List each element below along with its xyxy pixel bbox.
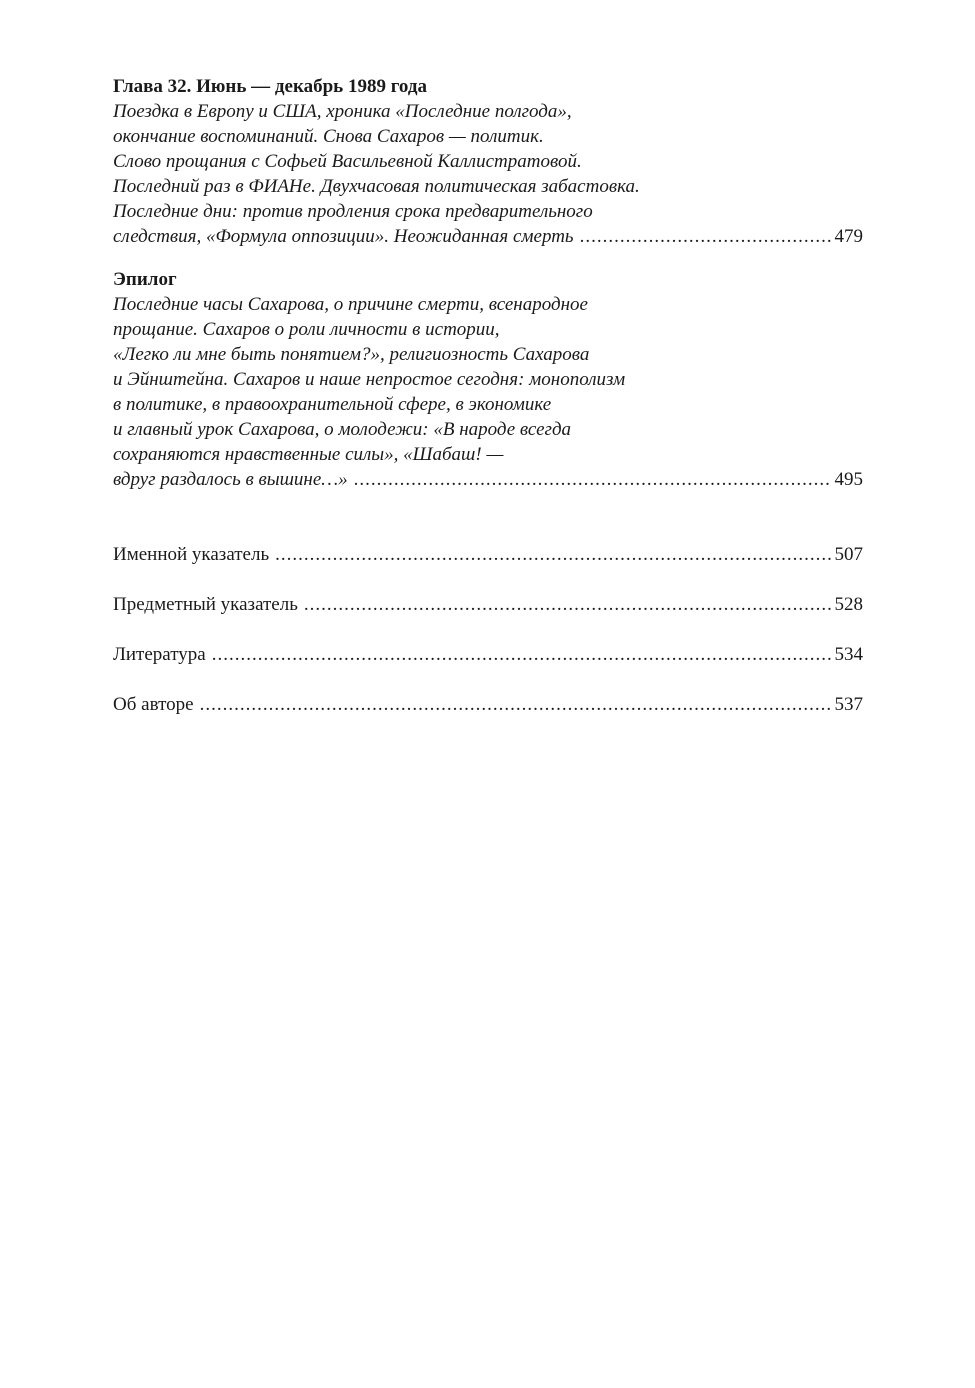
entry-label: Об авторе	[113, 694, 194, 715]
page-number: 495	[834, 469, 863, 490]
page-number: 537	[834, 694, 863, 715]
toc-entry-literature	[113, 642, 863, 667]
page-number: 479	[834, 226, 863, 247]
leader-dots	[212, 642, 831, 667]
epilogue-summary-line: вдруг раздалось в вышине…»	[113, 469, 348, 490]
leader-dots	[304, 592, 831, 617]
epilogue-summary-line: и Эйнштейна. Сахаров и наше непростое сегодня: монополизм	[113, 369, 626, 390]
chapter-summary-line: следствия, «Формула оппозиции». Неожиданная смерть	[113, 226, 574, 247]
toc-entry-name-index	[113, 542, 863, 567]
page-number: 534	[834, 644, 863, 665]
epilogue-title: Эпилог	[113, 269, 177, 290]
entry-label: Литература	[113, 644, 206, 665]
chapter-summary-line: Последние дни: против продления срока предварительного	[113, 201, 593, 222]
entry-label: Предметный указатель	[113, 594, 298, 615]
entry-label: Именной указатель	[113, 544, 270, 565]
epilogue-summary-line: сохраняются нравственные силы», «Шабаш! —	[113, 444, 504, 465]
leader-dots	[580, 224, 831, 249]
toc-entry-epilogue	[113, 267, 863, 492]
leader-dots	[200, 692, 831, 717]
chapter-summary-line: Последний раз в ФИАНе. Двухчасовая политическая забастовка.	[113, 176, 640, 197]
page-number: 528	[834, 594, 863, 615]
toc-entry-chapter-32	[113, 74, 863, 249]
chapter-summary-line: Поездка в Европу и США, хроника «Последние полгода»,	[113, 101, 572, 122]
leader-dots	[275, 542, 830, 567]
leader-dots	[354, 467, 831, 492]
section-spacer	[113, 510, 863, 542]
epilogue-summary-last-line	[113, 467, 863, 492]
epilogue-summary-line: Последние часы Сахарова, о причине смерти, всенародное	[113, 294, 588, 315]
epilogue-summary-line: в политике, в правоохранительной сфере, в экономике	[113, 394, 552, 415]
toc-entry-about-author	[113, 692, 863, 717]
epilogue-summary-line: и главный урок Сахарова, о молодежи: «В народе всегда	[113, 419, 572, 440]
chapter-title: Глава 32. Июнь — декабрь 1989 года	[113, 76, 427, 97]
chapter-summary-line: Слово прощания с Софьей Васильевной Каллистратовой.	[113, 151, 582, 172]
toc-entry-subject-index	[113, 592, 863, 617]
table-of-contents	[113, 74, 863, 742]
page-number: 507	[834, 544, 863, 565]
chapter-summary-last-line	[113, 224, 863, 249]
epilogue-summary-line: «Легко ли мне быть понятием?», религиозность Сахарова	[113, 344, 590, 365]
epilogue-summary-line: прощание. Сахаров о роли личности в истории,	[113, 319, 500, 340]
chapter-summary-line: окончание воспоминаний. Снова Сахаров — политик.	[113, 126, 544, 147]
